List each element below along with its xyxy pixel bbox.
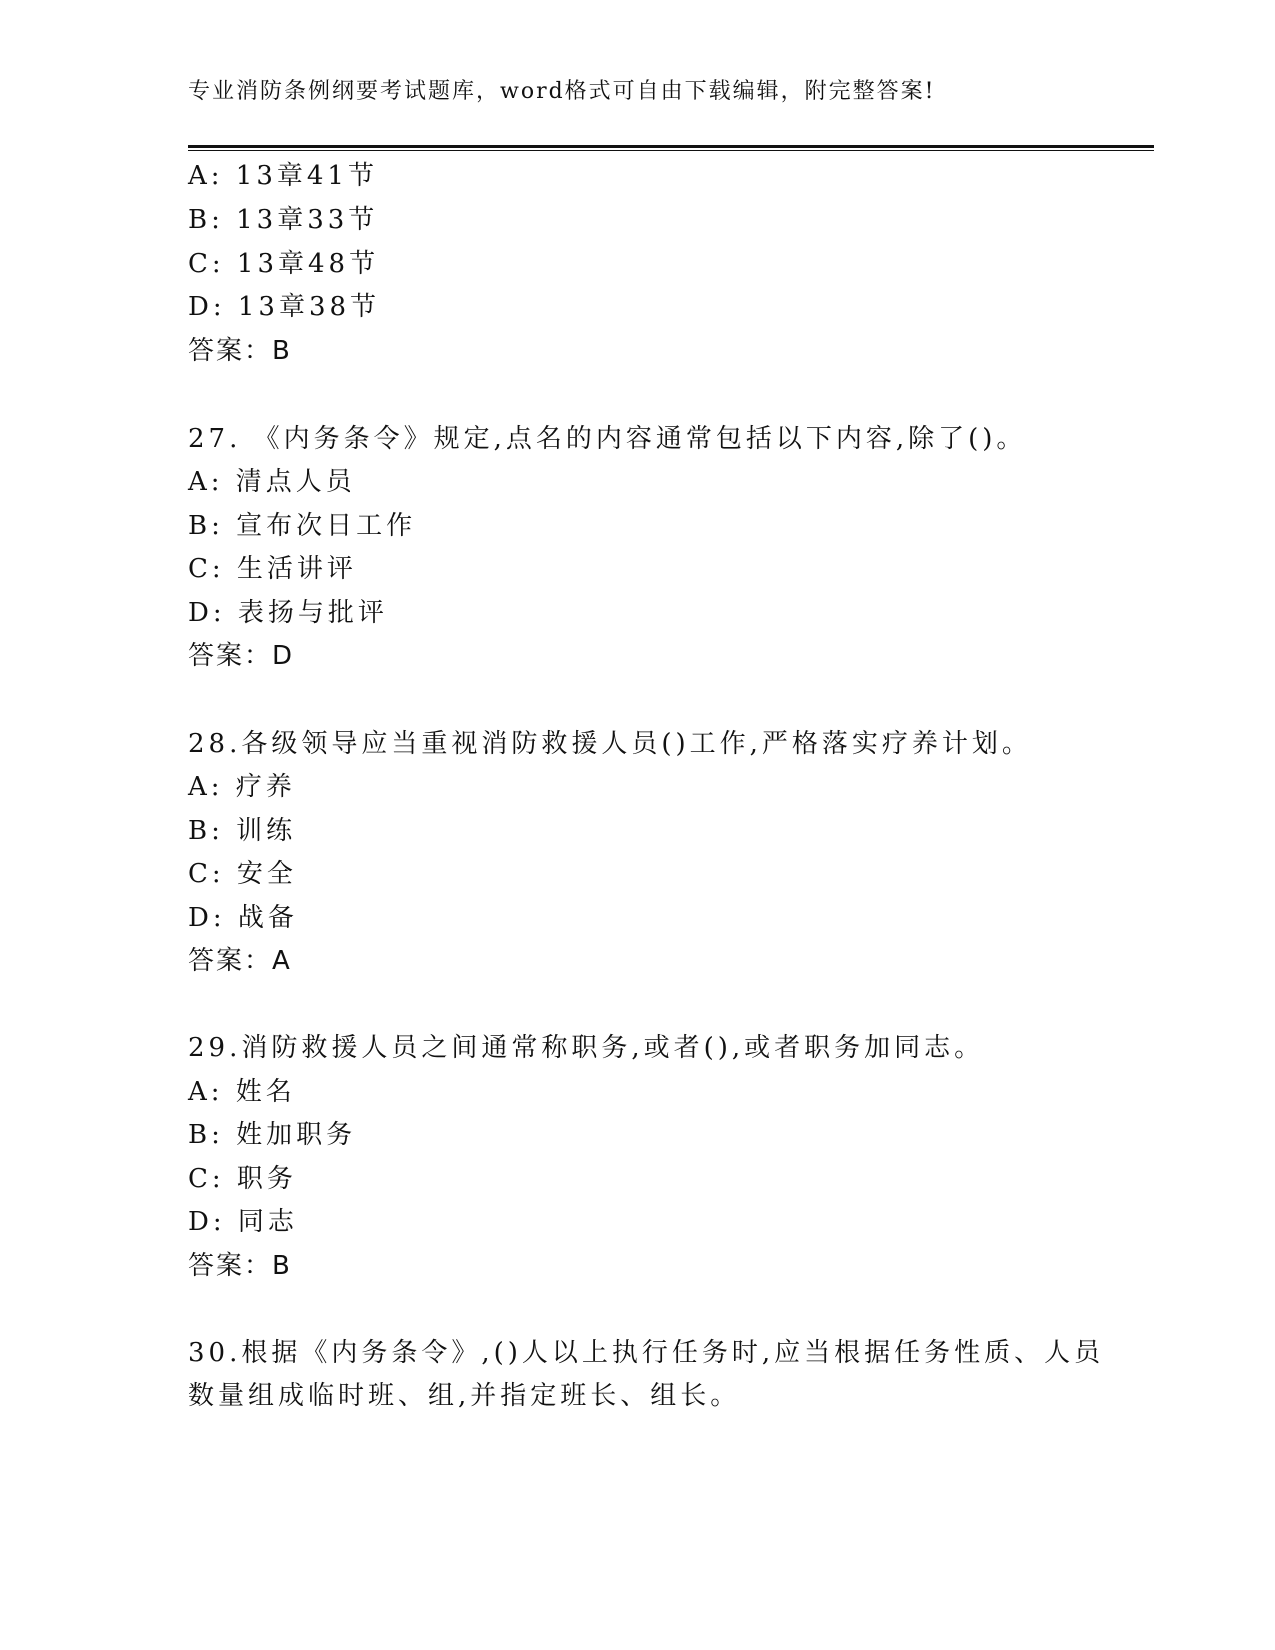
option-line: D: 13章38节 [188,292,381,322]
option-line: C: 13章48节 [188,249,380,279]
question-line: 28.各级领导应当重视消防救援人员()工作,严格落实疗养计划。 [188,729,1032,759]
option-line: A: 13章41节 [188,161,378,191]
option-line: C: 安全 [188,859,297,889]
option-line: B: 训练 [188,816,297,846]
option-line: A: 清点人员 [188,467,356,497]
option-line: B: 宣布次日工作 [188,511,417,541]
answer-line: 答案：A [188,946,292,976]
option-line: D: 战备 [188,903,298,933]
option-line: A: 姓名 [188,1077,296,1107]
option-line: D: 同志 [188,1207,298,1237]
option-line: C: 生活讲评 [188,554,357,584]
question-line: 数量组成临时班、组,并指定班长、组长。 [188,1381,741,1411]
option-line: D: 表扬与批评 [188,598,388,628]
question-line: 29.消防救援人员之间通常称职务,或者(),或者职务加同志。 [188,1033,985,1063]
header-rule-thin [188,150,1154,151]
answer-line: 答案：D [188,641,295,671]
answer-line: 答案：B [188,1251,292,1281]
option-line: C: 职务 [188,1164,297,1194]
question-line: 27. 《内务条令》规定,点名的内容通常包括以下内容,除了()。 [188,424,1027,454]
answer-line: 答案：B [188,336,292,366]
option-line: A: 疗养 [188,772,296,802]
page-header: 专业消防条例纲要考试题库，word格式可自由下载编辑，附完整答案! [188,79,936,104]
header-rule-thick [188,145,1154,148]
option-line: B: 姓加职务 [188,1120,357,1150]
question-line: 30.根据《内务条令》,()人以上执行任务时,应当根据任务性质、人员 [188,1338,1105,1368]
option-line: B: 13章33节 [188,205,379,235]
